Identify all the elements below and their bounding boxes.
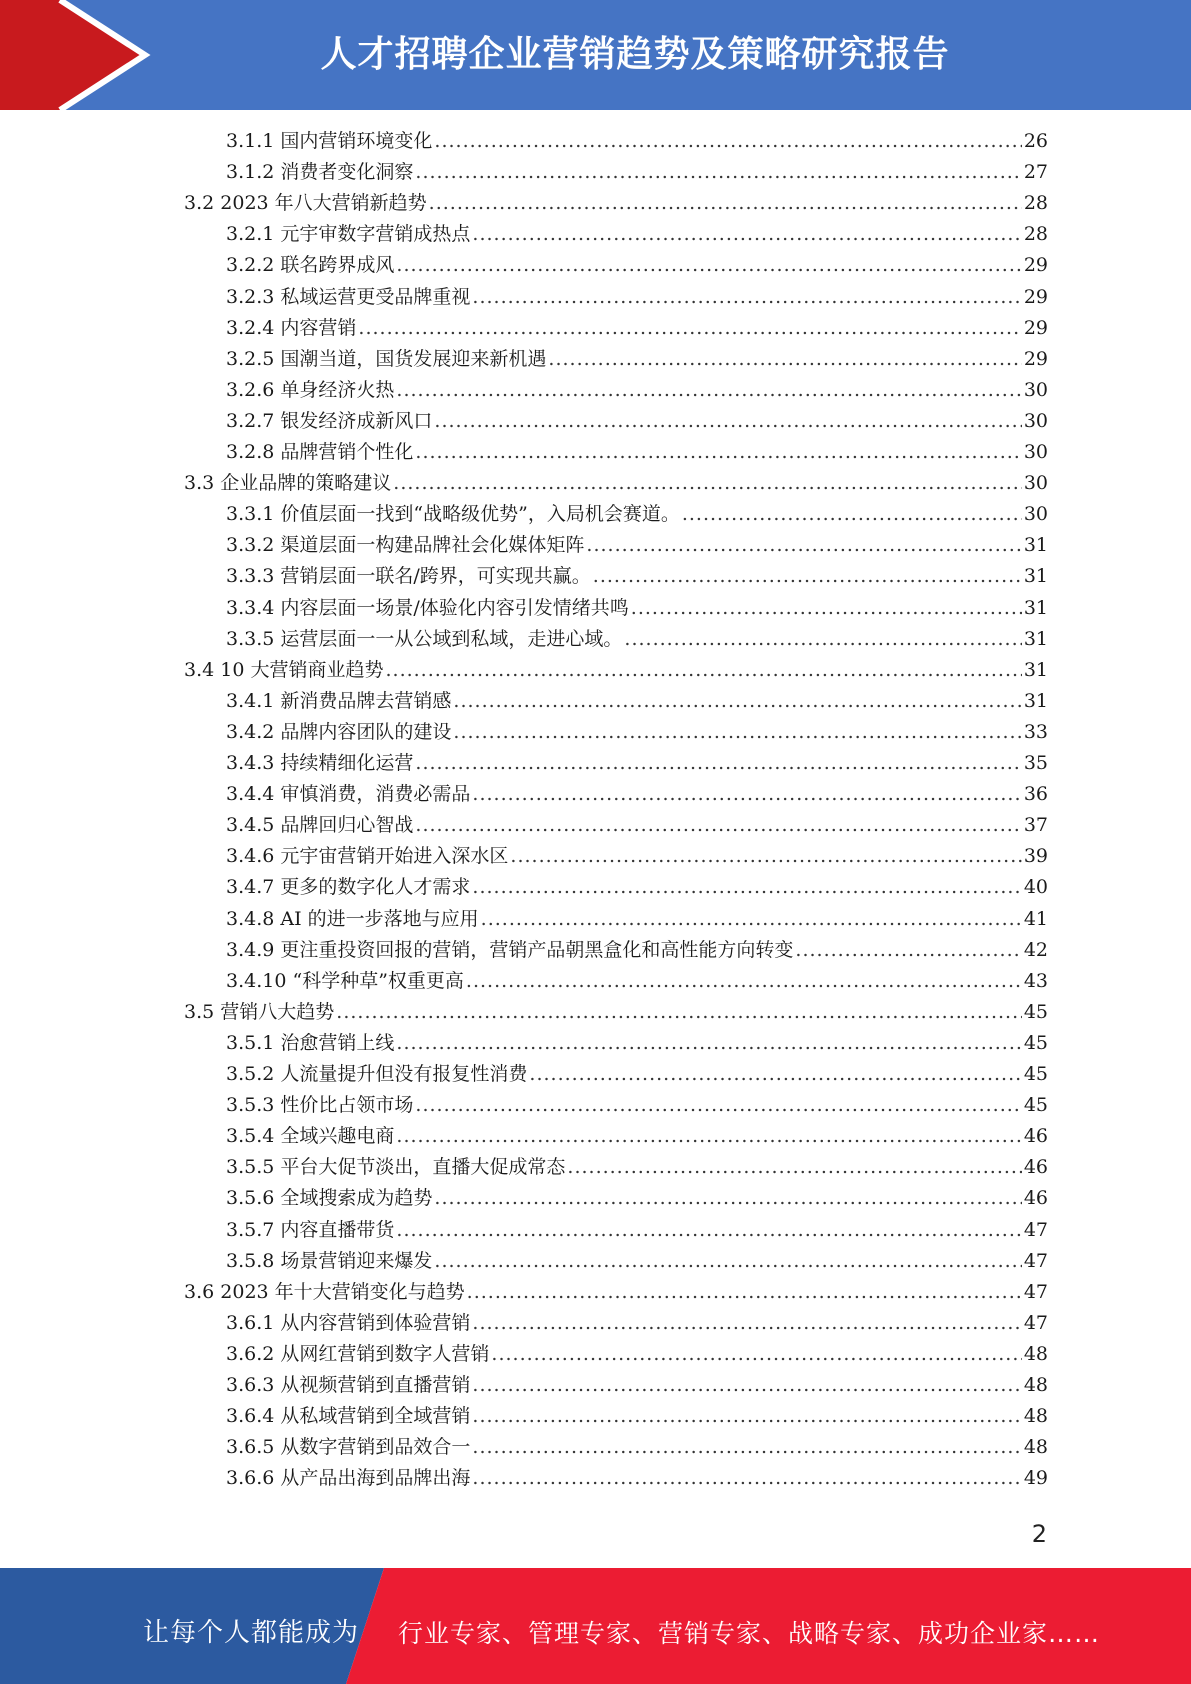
toc-entry-page: 31 <box>1023 534 1048 556</box>
toc-entry[interactable] <box>226 375 1048 406</box>
toc-entry-page: 39 <box>1023 845 1048 867</box>
toc-entry-number: 3.5.1 <box>226 1032 281 1054</box>
toc-entry-title: 渠道层面一构建品牌社会化媒体矩阵 <box>280 534 585 556</box>
toc-entry[interactable] <box>226 406 1048 437</box>
toc-dot-leader <box>682 499 1022 530</box>
toc-entry[interactable] <box>226 1370 1048 1401</box>
toc-entry[interactable] <box>226 1339 1048 1370</box>
toc-entry-title: 从私域营销到全域营销 <box>280 1405 471 1427</box>
toc-entry[interactable] <box>226 717 1048 748</box>
toc-entry[interactable] <box>226 157 1048 188</box>
toc-entry-page: 48 <box>1023 1405 1048 1427</box>
toc-dot-leader <box>472 872 1021 903</box>
toc-entry-page: 28 <box>1023 223 1048 245</box>
toc-entry[interactable] <box>226 841 1048 872</box>
toc-entry-number: 3.3.3 <box>226 565 281 587</box>
toc-dot-leader <box>358 313 1021 344</box>
toc-dot-leader <box>434 126 1021 157</box>
toc-entry-page: 28 <box>1023 192 1048 214</box>
toc-entry-number: 3.5.7 <box>226 1219 281 1241</box>
toc-entry-title: 性价比占领市场 <box>280 1094 414 1116</box>
toc-entry-number: 3.6.5 <box>226 1436 281 1458</box>
toc-entry[interactable] <box>226 872 1048 903</box>
toc-entry-title: 2023 年十大营销变化与趋势 <box>220 1281 465 1303</box>
toc-entry-title: 2023 年八大营销新趋势 <box>220 192 427 214</box>
toc-entry[interactable] <box>226 499 1048 530</box>
toc-entry-page: 49 <box>1023 1467 1048 1489</box>
toc-dot-leader <box>472 779 1021 810</box>
toc-entry-page: 35 <box>1023 752 1048 774</box>
toc-entry-number: 3.6 <box>184 1281 221 1303</box>
toc-entry-title: 从视频营销到直播营销 <box>280 1374 471 1396</box>
toc-dot-leader <box>548 344 1021 375</box>
toc-entry[interactable] <box>226 219 1048 250</box>
toc-entry-number: 3.6.2 <box>226 1343 281 1365</box>
toc-entry[interactable] <box>184 1277 1048 1308</box>
toc-dot-leader <box>631 593 1022 624</box>
toc-entry[interactable] <box>184 468 1048 499</box>
toc-entry-title: 营销八大趋势 <box>220 1001 335 1023</box>
toc-entry-title: 运营层面一一从公域到私域，走进心域。 <box>280 628 623 650</box>
toc-entry-page: 48 <box>1023 1436 1048 1458</box>
toc-dot-leader <box>415 1090 1021 1121</box>
toc-entry-page: 47 <box>1023 1219 1048 1241</box>
toc-entry-number: 3.3.5 <box>226 628 281 650</box>
toc-entry-title: 内容直播带货 <box>280 1219 395 1241</box>
toc-entry-title: 治愈营销上线 <box>280 1032 395 1054</box>
toc-entry[interactable] <box>226 624 1048 655</box>
toc-entry-title: 品牌营销个性化 <box>280 441 414 463</box>
toc-dot-leader <box>434 1183 1021 1214</box>
toc-dot-leader <box>466 966 1022 997</box>
toc-entry-title: 全域兴趣电商 <box>280 1125 395 1147</box>
toc-dot-leader <box>396 250 1021 281</box>
toc-entry[interactable] <box>226 1401 1048 1432</box>
toc-entry-title: 国内营销环境变化 <box>280 130 433 152</box>
toc-entry-number: 3.1.2 <box>226 161 281 183</box>
toc-entry-page: 45 <box>1023 1094 1048 1116</box>
toc-entry-page: 45 <box>1023 1032 1048 1054</box>
toc-dot-leader <box>472 282 1021 313</box>
toc-entry[interactable] <box>226 1246 1048 1277</box>
toc-entry-page: 31 <box>1023 690 1048 712</box>
toc-entry-title: 更注重投资回报的营销，营销产品朝黑盒化和高性能方向转变 <box>280 939 794 961</box>
toc-entry-title: 审慎消费，消费必需品 <box>280 783 471 805</box>
toc-entry-title: 价值层面一找到“战略级优势”，入局机会赛道。 <box>280 503 680 525</box>
toc-entry[interactable] <box>226 437 1048 468</box>
toc-entry-page: 46 <box>1023 1125 1048 1147</box>
toc-entry-title: 消费者变化洞察 <box>280 161 414 183</box>
toc-dot-leader <box>586 530 1021 561</box>
toc-entry[interactable] <box>226 966 1048 997</box>
toc-dot-leader <box>396 1121 1021 1152</box>
toc-entry-page: 45 <box>1023 1001 1048 1023</box>
toc-entry-page: 30 <box>1023 503 1048 525</box>
page-number: 2 <box>1031 1520 1047 1548</box>
toc-entry-page: 47 <box>1023 1250 1048 1272</box>
toc-entry-number: 3.2.8 <box>226 441 281 463</box>
toc-dot-leader <box>510 841 1021 872</box>
toc-entry[interactable] <box>226 593 1048 624</box>
toc-entry-title: 元宇审数字营销成热点 <box>280 223 471 245</box>
toc-entry-page: 30 <box>1023 441 1048 463</box>
toc-entry-page: 29 <box>1023 254 1048 276</box>
toc-entry[interactable] <box>226 1090 1048 1121</box>
toc-entry-number: 3.4.5 <box>226 814 281 836</box>
toc-entry[interactable] <box>184 188 1048 219</box>
toc-entry-title: “科学种草”权重更高 <box>292 970 464 992</box>
toc-entry-number: 3.5.4 <box>226 1125 281 1147</box>
toc-entry-title: 国潮当道，国货发展迎来新机遇 <box>280 348 547 370</box>
toc-entry[interactable] <box>226 313 1048 344</box>
toc-entry-page: 31 <box>1023 628 1048 650</box>
toc-entry[interactable] <box>226 530 1048 561</box>
toc-entry-number: 3.2.5 <box>226 348 281 370</box>
toc-entry-page: 30 <box>1023 472 1048 494</box>
toc-dot-leader <box>481 904 1022 935</box>
toc-entry-number: 3.4.9 <box>226 939 281 961</box>
toc-entry-page: 47 <box>1023 1281 1048 1303</box>
toc-entry-title: 联名跨界成风 <box>280 254 395 276</box>
toc-dot-leader <box>472 1370 1021 1401</box>
toc-entry-number: 3.4.2 <box>226 721 281 743</box>
toc-entry-number: 3.4.8 <box>226 908 281 930</box>
toc-entry[interactable] <box>226 1432 1048 1463</box>
toc-entry-page: 40 <box>1023 876 1048 898</box>
toc-entry-number: 3.2.3 <box>226 286 281 308</box>
toc-entry-title: 内容层面一场景/体验化内容引发情绪共鸣 <box>280 597 629 619</box>
toc-entry[interactable] <box>226 561 1048 592</box>
toc-entry-title: 平台大促节淡出，直播大促成常态 <box>280 1156 566 1178</box>
toc-entry-page: 30 <box>1023 410 1048 432</box>
toc-entry-page: 48 <box>1023 1374 1048 1396</box>
toc-entry-page: 33 <box>1023 721 1048 743</box>
toc-entry-number: 3.4.6 <box>226 845 281 867</box>
toc-entry[interactable] <box>226 904 1048 935</box>
toc-entry-title: 银发经济成新风口 <box>280 410 433 432</box>
toc-entry-number: 3.2.6 <box>226 379 281 401</box>
toc-entry[interactable] <box>226 1308 1048 1339</box>
toc-entry-number: 3.2 <box>184 192 221 214</box>
toc-dot-leader <box>472 1401 1021 1432</box>
toc-entry-page: 46 <box>1023 1187 1048 1209</box>
toc-entry-number: 3.4.10 <box>226 970 293 992</box>
toc-entry-page: 29 <box>1023 286 1048 308</box>
toc-entry-number: 3.3.2 <box>226 534 281 556</box>
toc-entry[interactable] <box>226 810 1048 841</box>
toc-entry[interactable] <box>226 1152 1048 1183</box>
toc-entry-number: 3.4.4 <box>226 783 281 805</box>
toc-entry-number: 3.2.1 <box>226 223 281 245</box>
toc-entry-number: 3.3 <box>184 472 221 494</box>
toc-entry[interactable] <box>226 126 1048 157</box>
toc-entry[interactable] <box>226 1121 1048 1152</box>
toc-entry[interactable] <box>226 748 1048 779</box>
toc-entry-page: 27 <box>1023 161 1048 183</box>
toc-entry-number: 3.4 <box>184 659 221 681</box>
toc-dot-leader <box>415 810 1021 841</box>
toc-entry-page: 31 <box>1023 659 1048 681</box>
toc-entry[interactable] <box>226 282 1048 313</box>
toc-dot-leader <box>795 935 1021 966</box>
toc-entry-number: 3.6.3 <box>226 1374 281 1396</box>
toc-entry-title: 品牌回归心智战 <box>280 814 414 836</box>
toc-entry-page: 36 <box>1023 783 1048 805</box>
toc-dot-leader <box>393 468 1022 499</box>
toc-dot-leader <box>624 624 1021 655</box>
toc-dot-leader <box>567 1152 1021 1183</box>
toc-entry-title: AI 的进一步落地与应用 <box>280 908 479 930</box>
toc-dot-leader <box>472 219 1021 250</box>
toc-dot-leader <box>415 157 1021 188</box>
toc-entry-title: 从数字营销到品效合一 <box>280 1436 471 1458</box>
toc-dot-leader <box>396 1028 1021 1059</box>
page-header <box>0 0 1191 110</box>
toc-dot-leader <box>472 1432 1021 1463</box>
toc-entry-number: 3.5.6 <box>226 1187 281 1209</box>
toc-entry-title: 私域运营更受品牌重视 <box>280 286 471 308</box>
footer-slogan-left: 让每个人都能成为 <box>143 1618 360 1648</box>
toc-entry-title: 人流量提升但没有报复性消费 <box>280 1063 528 1085</box>
toc-entry-number: 3.3.1 <box>226 503 281 525</box>
toc-dot-leader <box>491 1339 1021 1370</box>
toc-entry-page: 26 <box>1023 130 1048 152</box>
toc-entry-title: 元宇宙营销开始进入深水区 <box>280 845 509 867</box>
toc-entry-number: 3.6.1 <box>226 1312 281 1334</box>
toc-dot-leader <box>396 1215 1021 1246</box>
toc-entry-title: 从内容营销到体验营销 <box>280 1312 471 1334</box>
toc-entry-number: 3.5.2 <box>226 1063 281 1085</box>
toc-entry-title: 场景营销迎来爆发 <box>280 1250 433 1272</box>
toc-entry[interactable] <box>226 935 1048 966</box>
toc-entry-title: 营销层面一联名/跨界，可实现共赢。 <box>280 565 591 587</box>
toc-entry[interactable] <box>184 655 1048 686</box>
toc-entry-title: 企业品牌的策略建议 <box>220 472 392 494</box>
toc-dot-leader <box>529 1059 1021 1090</box>
toc-entry-page: 46 <box>1023 1156 1048 1178</box>
toc-entry-number: 3.4.1 <box>226 690 281 712</box>
toc-entry-title: 新消费品牌去营销感 <box>280 690 452 712</box>
toc-entry[interactable] <box>226 250 1048 281</box>
toc-dot-leader <box>453 686 1021 717</box>
toc-entry-page: 43 <box>1023 970 1048 992</box>
toc-entry-page: 42 <box>1023 939 1048 961</box>
toc-entry-page: 30 <box>1023 379 1048 401</box>
toc-entry-page: 37 <box>1023 814 1048 836</box>
toc-entry-page: 41 <box>1023 908 1048 930</box>
toc-entry-title: 从网红营销到数字人营销 <box>280 1343 490 1365</box>
toc-dot-leader <box>453 717 1021 748</box>
toc-entry-number: 3.2.7 <box>226 410 281 432</box>
toc-entry-page: 31 <box>1023 565 1048 587</box>
toc-dot-leader <box>472 1463 1021 1494</box>
toc-entry-page: 29 <box>1023 348 1048 370</box>
document-title: 人才招聘企业营销趋势及策略研究报告 <box>320 34 950 75</box>
toc-entry-title: 10 大营销商业趋势 <box>220 659 384 681</box>
toc-dot-leader <box>467 1277 1022 1308</box>
toc-entry-number: 3.5.8 <box>226 1250 281 1272</box>
toc-entry[interactable] <box>226 1028 1048 1059</box>
toc-entry[interactable] <box>184 997 1048 1028</box>
toc-entry-number: 3.5.5 <box>226 1156 281 1178</box>
toc-dot-leader <box>434 1246 1021 1277</box>
toc-entry-number: 3.2.4 <box>226 317 281 339</box>
toc-entry-title: 内容营销 <box>280 317 357 339</box>
toc-dot-leader <box>415 437 1021 468</box>
toc-dot-leader <box>429 188 1022 219</box>
footer-slogan-right: 行业专家、管理专家、营销专家、战略专家、成功企业家…… <box>398 1619 1101 1648</box>
toc-entry-page: 31 <box>1023 597 1048 619</box>
toc-dot-leader <box>385 655 1021 686</box>
toc-entry-title: 全域搜索成为趋势 <box>280 1187 433 1209</box>
toc-entry-number: 3.3.4 <box>226 597 281 619</box>
toc-entry-number: 3.5 <box>184 1001 221 1023</box>
toc-entry[interactable] <box>226 1215 1048 1246</box>
toc-entry-page: 29 <box>1023 317 1048 339</box>
toc-entry-number: 3.1.1 <box>226 130 281 152</box>
toc-entry-number: 3.5.3 <box>226 1094 281 1116</box>
toc-dot-leader <box>472 1308 1021 1339</box>
toc-entry-number: 3.2.2 <box>226 254 281 276</box>
toc-entry-page: 47 <box>1023 1312 1048 1334</box>
toc-entry-title: 更多的数字化人才需求 <box>280 876 471 898</box>
toc-entry[interactable] <box>226 1059 1048 1090</box>
toc-entry[interactable] <box>226 1463 1048 1494</box>
toc-entry-number: 3.4.3 <box>226 752 281 774</box>
toc-entry-page: 48 <box>1023 1343 1048 1365</box>
toc-entry-title: 持续精细化运营 <box>280 752 414 774</box>
toc-dot-leader <box>415 748 1021 779</box>
toc-entry-title: 品牌内容团队的建设 <box>280 721 452 743</box>
toc-entry-number: 3.6.4 <box>226 1405 281 1427</box>
toc-dot-leader <box>396 375 1021 406</box>
toc-entry-page: 45 <box>1023 1063 1048 1085</box>
toc-dot-leader <box>593 561 1022 592</box>
toc-entry-title: 单身经济火热 <box>280 379 395 401</box>
toc-entry[interactable] <box>226 779 1048 810</box>
toc-entry-number: 3.4.7 <box>226 876 281 898</box>
page-footer <box>0 1568 1191 1684</box>
toc-dot-leader <box>336 997 1022 1028</box>
toc-dot-leader <box>434 406 1021 437</box>
toc-entry-number: 3.6.6 <box>226 1467 281 1489</box>
toc-entry[interactable] <box>226 1183 1048 1214</box>
toc-entry-title: 从产品出海到品牌出海 <box>280 1467 471 1489</box>
toc-entry[interactable] <box>226 686 1048 717</box>
toc-entry[interactable] <box>226 344 1048 375</box>
